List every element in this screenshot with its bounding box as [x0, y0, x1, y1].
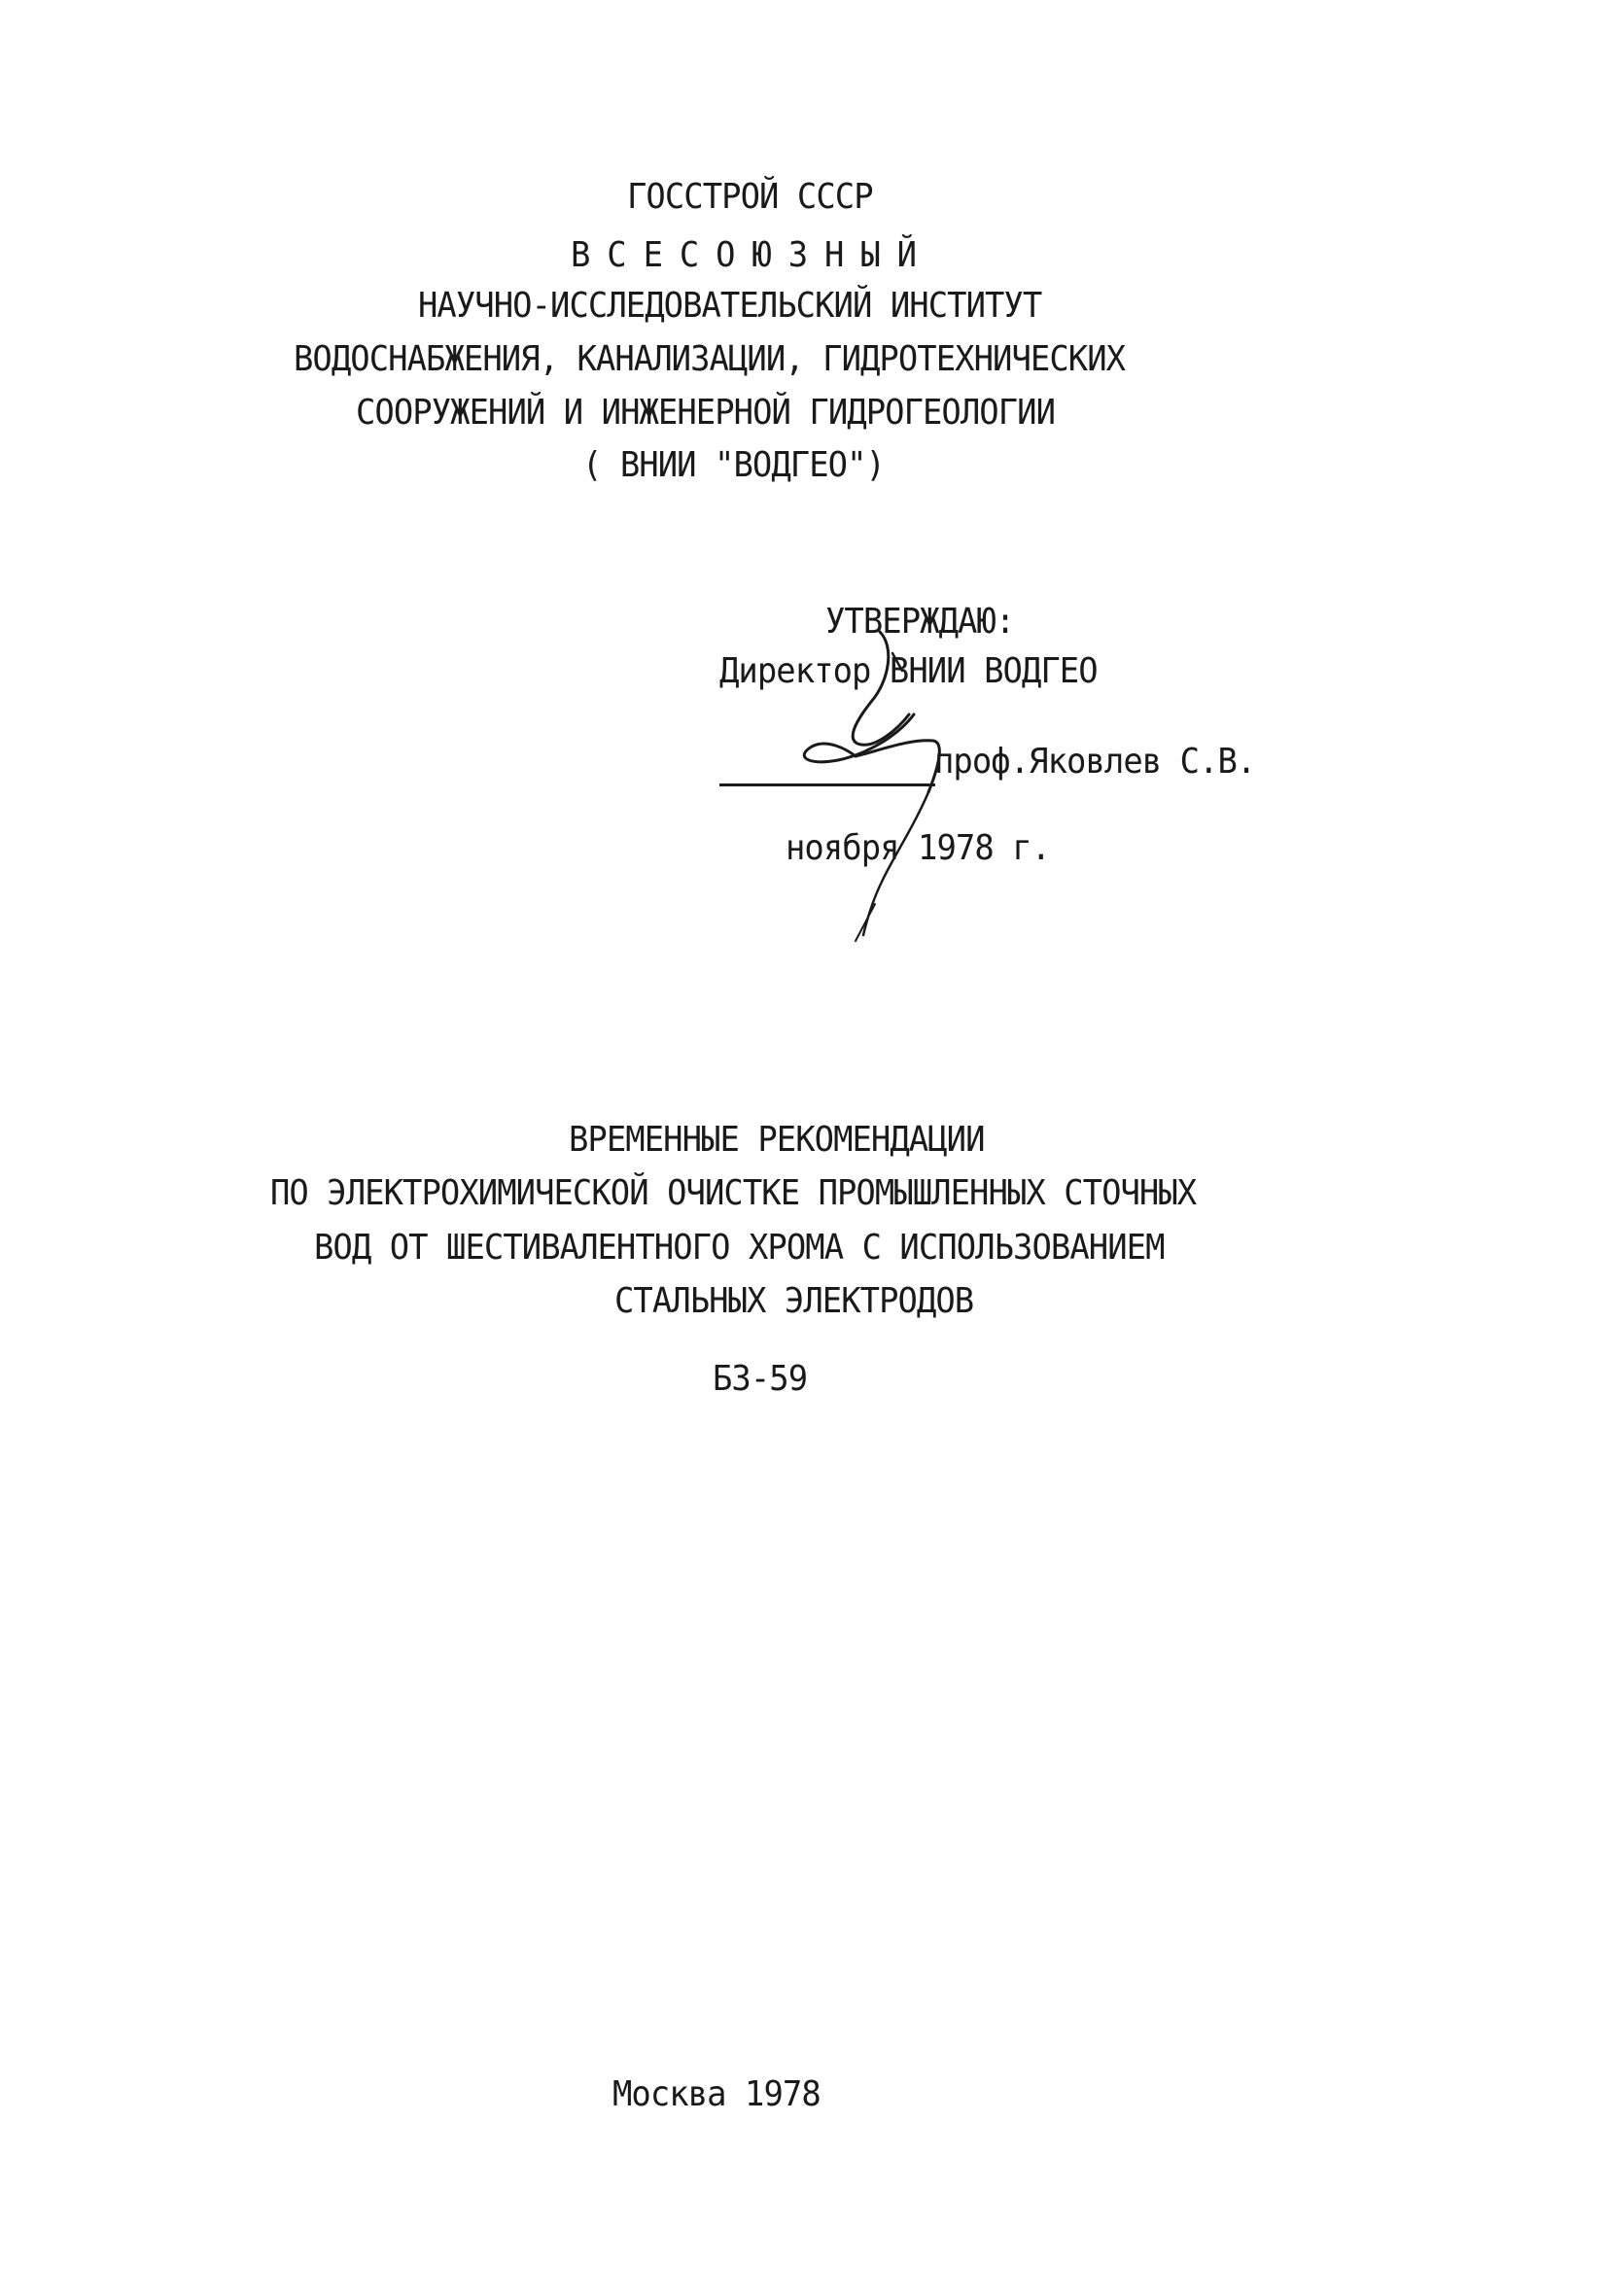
approval-position: Директор ВНИИ ВОДГЕО	[719, 651, 1098, 691]
title-line-1: ВРЕМЕННЫЕ РЕКОМЕНДАЦИИ	[569, 1120, 985, 1160]
institute-line-3: СООРУЖЕНИЙ И ИНЖЕНЕРНОЙ ГИДРОГЕОЛОГИИ	[356, 393, 1056, 433]
title-line-3: ВОД ОТ ШЕСТИВАЛЕНТНОГО ХРОМА С ИСПОЛЬЗОВАНИЕМ	[314, 1228, 1165, 1268]
signature-line	[719, 783, 935, 786]
place-year: Москва 1978	[612, 2074, 821, 2114]
title-line-4: СТАЛЬНЫХ ЭЛЕКТРОДОВ	[614, 1281, 974, 1321]
org-line: ГОССТРОЙ СССР	[627, 177, 873, 217]
document-code: БЗ-59	[713, 1359, 808, 1399]
institute-abbreviation: ( ВНИИ "ВОДГЕО")	[582, 445, 885, 485]
title-line-2: ПО ЭЛЕКТРОХИМИЧЕСКОЙ ОЧИСТКЕ ПРОМЫШЛЕННЫХ СТОЧНЫХ	[270, 1173, 1197, 1213]
approval-label: УТВЕРЖДАЮ:	[825, 602, 1015, 642]
approval-name: проф.Яковлев С.В.	[934, 742, 1256, 782]
institute-line-2: ВОДОСНАБЖЕНИЯ, КАНАЛИЗАЦИИ, ГИДРОТЕХНИЧЕСКИХ	[294, 339, 1126, 379]
all-union-line: ВСЕСОЮЗНЫЙ	[571, 235, 933, 275]
approval-date: ноября 1978 г.	[786, 828, 1051, 868]
institute-line-1: НАУЧНО-ИССЛЕДОВАТЕЛЬСКИЙ ИНСТИТУТ	[418, 286, 1042, 326]
